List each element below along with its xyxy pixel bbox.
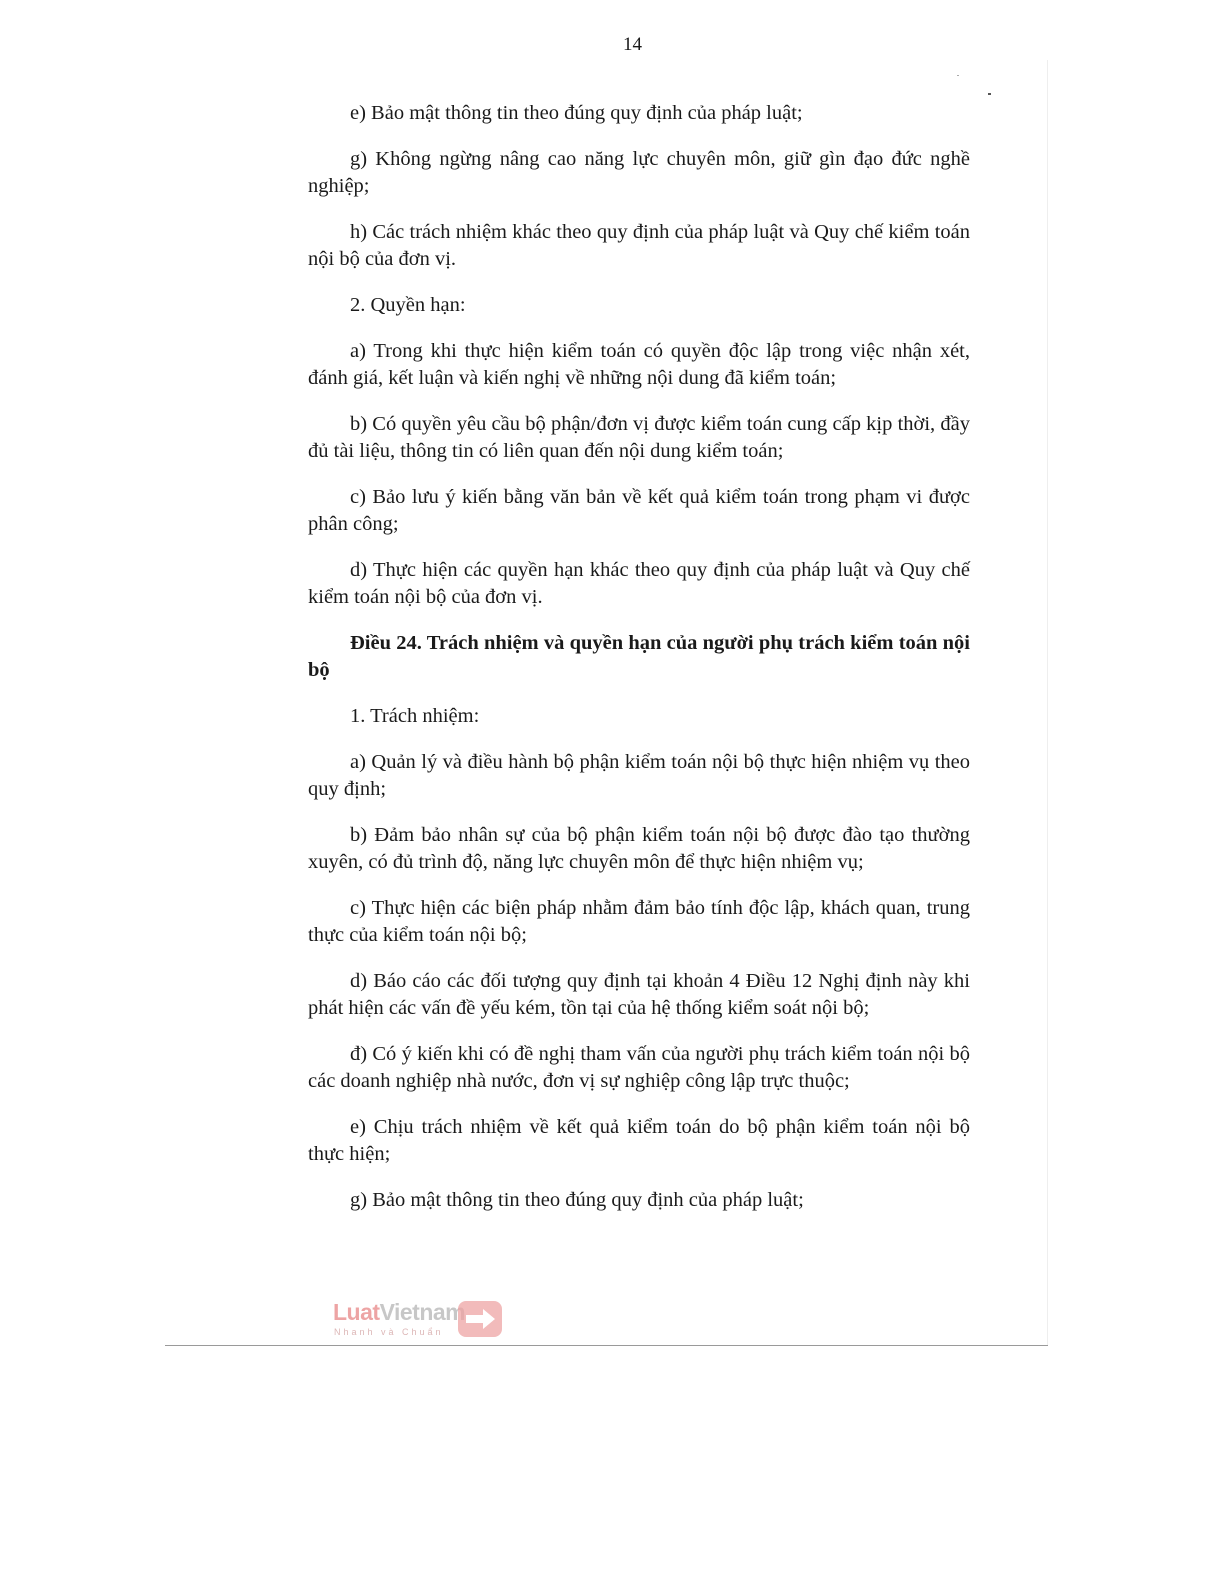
document-body: [308, 100, 970, 1233]
section-subheading: 2. Quyền hạn:: [350, 294, 466, 316]
paragraph: e) Bảo mật thông tin theo đúng quy định của pháp luật;: [350, 102, 803, 124]
page-edge-line: [1047, 60, 1048, 1345]
paragraph: h) Các trách nhiệm khác theo quy định của pháp luật và Quy chế kiểm toán nội bộ của đơn vị.: [308, 221, 970, 270]
scan-speck: [988, 93, 991, 95]
paragraph: đ) Có ý kiến khi có đề nghị tham vấn của người phụ trách kiểm toán nội bộ các doanh nghiệp nhà nước, đơn vị sự nghiệp công lập trực thuộc;: [308, 1043, 970, 1092]
logo-wordmark: [333, 1298, 465, 1326]
page-number: 14: [623, 34, 642, 55]
logo-brand-part1: Luat: [333, 1299, 380, 1325]
footer-divider: [165, 1345, 1048, 1346]
paragraph: b) Có quyền yêu cầu bộ phận/đơn vị được kiểm toán cung cấp kịp thời, đầy đủ tài liệu, thông tin có liên quan đến nội dung kiểm toán;: [308, 413, 970, 462]
logo-tagline: Nhanh và Chuẩn: [334, 1327, 444, 1337]
logo-brand-part2: Vietnam: [379, 1299, 466, 1325]
section-subheading: 1. Trách nhiệm:: [350, 705, 480, 727]
article-heading: Điều 24. Trách nhiệm và quyền hạn của người phụ trách kiểm toán nội bộ: [308, 632, 970, 681]
paragraph: b) Đảm bảo nhân sự của bộ phận kiểm toán nội bộ được đào tạo thường xuyên, có đủ trình độ, năng lực chuyên môn để thực hiện nhiệm vụ;: [308, 824, 970, 873]
arrow-right-icon: [457, 1300, 503, 1338]
paragraph: a) Trong khi thực hiện kiểm toán có quyền độc lập trong việc nhận xét, đánh giá, kết luận và kiến nghị về những nội dung đã kiểm toán;: [308, 340, 970, 389]
paragraph: a) Quản lý và điều hành bộ phận kiểm toán nội bộ thực hiện nhiệm vụ theo quy định;: [308, 751, 970, 800]
paragraph: e) Chịu trách nhiệm về kết quả kiểm toán do bộ phận kiểm toán nội bộ thực hiện;: [308, 1116, 970, 1165]
watermark-logo: [333, 1298, 513, 1342]
paragraph: d) Thực hiện các quyền hạn khác theo quy định của pháp luật và Quy chế kiểm toán nội bộ của đơn vị.: [308, 559, 970, 608]
paragraph: c) Bảo lưu ý kiến bằng văn bản về kết quả kiểm toán trong phạm vi được phân công;: [308, 486, 970, 535]
paragraph: c) Thực hiện các biện pháp nhằm đảm bảo tính độc lập, khách quan, trung thực của kiểm toán nội bộ;: [308, 897, 970, 946]
paragraph: d) Báo cáo các đối tượng quy định tại khoản 4 Điều 12 Nghị định này khi phát hiện các vấn đề yếu kém, tồn tại của hệ thống kiểm soát nội bộ;: [308, 970, 970, 1019]
scan-speck: [957, 75, 959, 76]
paragraph: g) Không ngừng nâng cao năng lực chuyên môn, giữ gìn đạo đức nghề nghiệp;: [308, 148, 970, 197]
paragraph: g) Bảo mật thông tin theo đúng quy định của pháp luật;: [350, 1189, 804, 1211]
